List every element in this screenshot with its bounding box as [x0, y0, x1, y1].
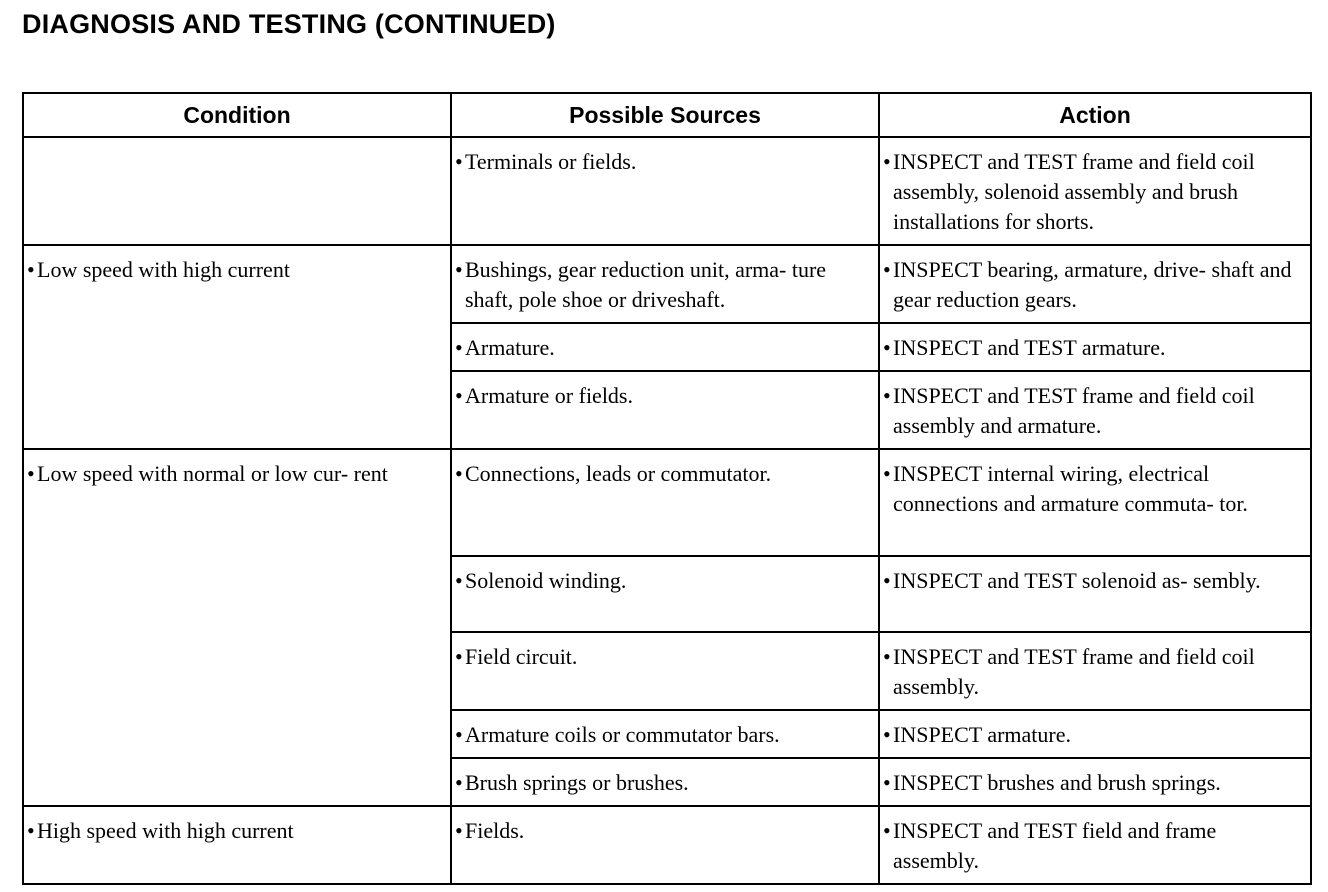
table-row	[23, 137, 1311, 245]
source-cell	[451, 556, 879, 632]
source-text: Armature or fields.	[465, 383, 633, 408]
bullet: •	[883, 383, 891, 408]
condition-cell	[23, 245, 451, 449]
action-cell	[879, 632, 1311, 710]
condition-text: High speed with high current	[37, 818, 294, 843]
condition-text: Low speed with high current	[37, 257, 290, 282]
bullet: •	[883, 644, 891, 669]
action-text: INSPECT internal wiring, electrical connections and armature commuta- tor.	[893, 461, 1248, 516]
bullet: •	[455, 818, 463, 843]
bullet: •	[455, 149, 463, 174]
action-cell	[879, 806, 1311, 884]
table-row	[23, 449, 1311, 556]
source-text: Solenoid winding.	[465, 568, 627, 593]
action-text: INSPECT and TEST solenoid as- sembly.	[893, 568, 1261, 593]
action-text: INSPECT and TEST frame and field coil assembly.	[893, 644, 1255, 699]
bullet: •	[883, 568, 891, 593]
action-cell	[879, 710, 1311, 758]
bullet: •	[883, 257, 891, 282]
action-cell	[879, 758, 1311, 806]
source-cell	[451, 758, 879, 806]
source-cell	[451, 371, 879, 449]
source-text: Connections, leads or commutator.	[465, 461, 772, 486]
diagnosis-table	[22, 92, 1312, 885]
bullet: •	[27, 257, 35, 282]
source-text: Brush springs or brushes.	[465, 770, 689, 795]
source-cell	[451, 710, 879, 758]
bullet: •	[455, 461, 463, 486]
source-cell	[451, 137, 879, 245]
bullet: •	[455, 568, 463, 593]
source-text: Armature.	[465, 335, 555, 360]
source-text: Fields.	[465, 818, 525, 843]
table-row	[23, 245, 1311, 323]
bullet: •	[27, 818, 35, 843]
table-header-row	[23, 93, 1311, 137]
source-cell	[451, 323, 879, 371]
action-text: INSPECT and TEST armature.	[893, 335, 1166, 360]
table-row	[23, 806, 1311, 884]
condition-cell	[23, 449, 451, 806]
bullet: •	[455, 383, 463, 408]
bullet: •	[883, 149, 891, 174]
page-title: DIAGNOSIS AND TESTING (CONTINUED)	[22, 9, 556, 39]
bullet: •	[883, 461, 891, 486]
bullet: •	[455, 644, 463, 669]
condition-cell	[23, 806, 451, 884]
bullet: •	[27, 461, 35, 486]
action-text: INSPECT armature.	[893, 722, 1072, 747]
source-text: Terminals or fields.	[465, 149, 637, 174]
source-cell	[451, 632, 879, 710]
action-cell	[879, 449, 1311, 556]
source-text: Field circuit.	[465, 644, 578, 669]
bullet: •	[883, 818, 891, 843]
action-text: INSPECT and TEST frame and field coil assembly, solenoid assembly and brush installations for shorts.	[893, 149, 1255, 234]
bullet: •	[455, 770, 463, 795]
bullet: •	[883, 770, 891, 795]
condition-text: Low speed with normal or low cur- rent	[37, 461, 388, 486]
bullet: •	[883, 722, 891, 747]
action-cell	[879, 137, 1311, 245]
bullet: •	[455, 722, 463, 747]
source-cell	[451, 449, 879, 556]
action-cell	[879, 556, 1311, 632]
action-cell	[879, 245, 1311, 323]
action-text: INSPECT bearing, armature, drive- shaft and gear reduction gears.	[893, 257, 1292, 312]
source-cell	[451, 806, 879, 884]
source-cell	[451, 245, 879, 323]
action-cell	[879, 371, 1311, 449]
bullet: •	[455, 257, 463, 282]
bullet: •	[883, 335, 891, 360]
action-text: INSPECT brushes and brush springs.	[893, 770, 1221, 795]
bullet: •	[455, 335, 463, 360]
condition-cell	[23, 137, 451, 245]
column-header-action: Action	[879, 93, 1311, 137]
column-header-possible-sources: Possible Sources	[451, 93, 879, 137]
action-cell	[879, 323, 1311, 371]
action-text: INSPECT and TEST frame and field coil assembly and armature.	[893, 383, 1255, 438]
action-text: INSPECT and TEST field and frame assembly.	[893, 818, 1217, 873]
source-text: Bushings, gear reduction unit, arma- ture shaft, pole shoe or driveshaft.	[465, 257, 827, 312]
column-header-condition: Condition	[23, 93, 451, 137]
source-text: Armature coils or commutator bars.	[465, 722, 780, 747]
